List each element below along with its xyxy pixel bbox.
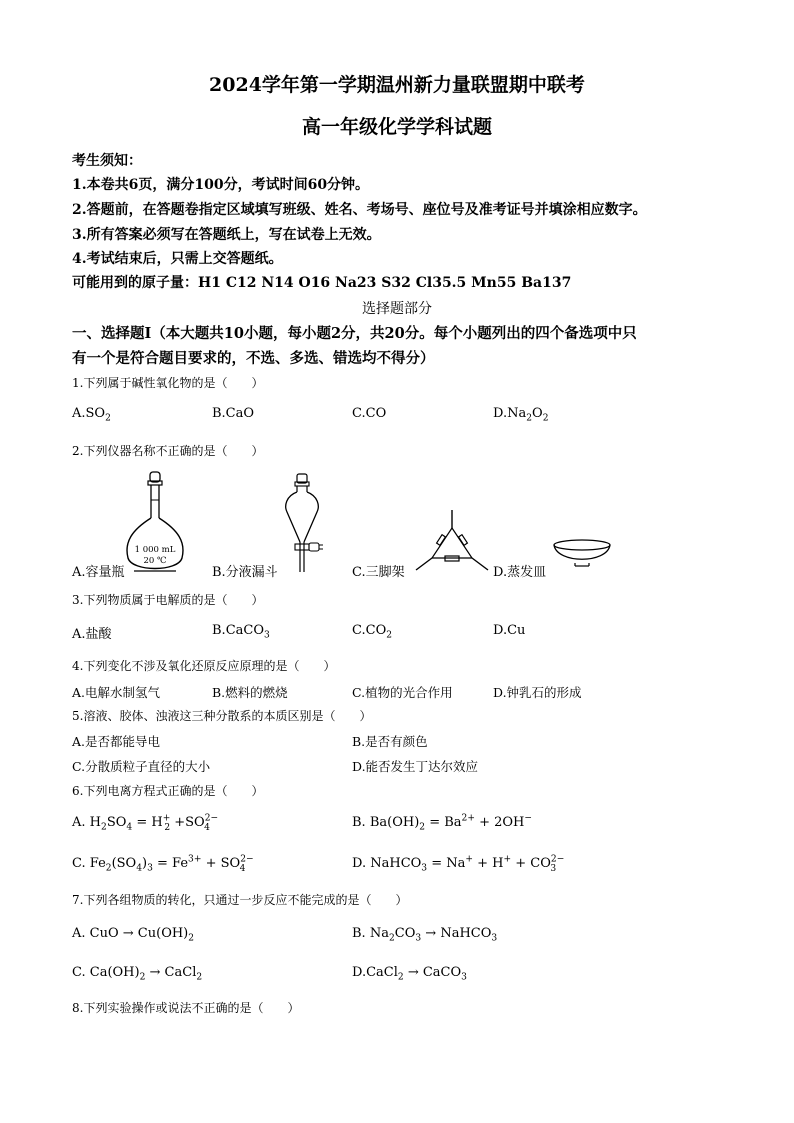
q2-option-d: D.蒸发皿 [493,565,547,580]
q5-option-d: D.能否发生丁达尔效应 [352,759,479,774]
flask-volume-label: 1 000 mL [134,545,176,555]
q4-option-d: D.钟乳石的形成 [493,685,582,700]
notice-item-4: 4.考试结束后，只需上交答题纸。 [72,251,283,267]
separatory-funnel-figure [278,472,328,580]
section-instruction-1: 一、选择题Ⅰ（本大题共10小题，每小题2分，共20分。每个小题列出的四个备选项中只 [72,325,637,342]
q3-option-d: D.Cu [493,623,526,638]
q2-option-c: C.三脚架 [352,565,405,580]
q3-option-a: A.盐酸 [72,627,112,642]
notice-heading: 考生须知： [72,153,142,169]
q5-option-a: A.是否都能导电 [72,734,161,749]
q6-option-c: C. $Fe_2(SO_4)_3 = Fe^{3+} + SO^{2-}_4$ [72,854,254,874]
q3-option-c: $C.CO_2$ [352,623,393,641]
flask-temp-label: 20 ℃ [143,556,167,566]
q5-option-c: C.分散质粒子直径的大小 [72,759,211,774]
clay-triangle-figure [412,508,492,578]
q8-stem: 8.下列实验操作或说法不正确的是（ ） [72,1001,300,1015]
q1-option-b: B.CaO [212,406,255,421]
evaporating-dish-figure [551,536,613,572]
section-instruction-2: 有一个是符合题目要求的，不选、多选、错选均不得分） [72,350,435,367]
q1-option-a: $A.SO_2$ [72,406,111,424]
q2-option-a: A.容量瓶 [72,565,125,580]
notice-item-3: 3.所有答案必须写在答题纸上，写在试卷上无效。 [72,227,381,243]
q7-option-c: C. $Ca(OH)_2$ → CaCl$_2$ [72,965,203,983]
q6-option-d: D. NaHCO$_3$ = $Na^+ + H^+ + CO^{2-}_3$ [352,854,565,874]
q6-option-a: A. $H_2SO_4 = H^+_2 +SO^{2-}_4$ [72,813,219,833]
q2-stem: 2.下列仪器名称不正确的是（ ） [72,444,264,458]
q5-option-b: B.是否有颜色 [352,734,428,749]
exam-subtitle: 高一年级化学学科试题 [301,116,492,138]
q4-stem: 4.下列变化不涉及氧化还原反应原理的是（ ） [72,659,336,673]
q3-option-b: B.CaCO$_3$ [212,623,270,641]
q4-option-c: C.植物的光合作用 [352,685,453,700]
q7-option-b: B. $Na_2CO_3$ → NaHCO$_3$ [352,926,498,944]
q6-option-b: B. $Ba(OH)_2 = Ba^{2+} + 2OH^-$ [352,813,532,833]
q7-stem: 7.下列各组物质的转化，只通过一步反应不能完成的是（ ） [72,893,408,907]
q5-stem: 5.溶液、胶体、浊液这三种分散系的本质区别是（ ） [72,709,372,723]
q3-stem: 3.下列物质属于电解质的是（ ） [72,593,264,607]
q4-option-a: A.电解水制氢气 [72,685,161,700]
q1-stem: 1.下列属于碱性氧化物的是（ ） [72,376,264,390]
q1-option-c: C.CO [352,406,387,421]
atomic-masses: 可能用到的原子量：H1 C12 N14 O16 Na23 S32 Cl35.5 Mn55 Ba137 [72,275,572,291]
q4-option-b: B.燃料的燃烧 [212,685,288,700]
exam-title: 2024学年第一学期温州新力量联盟期中联考 [209,74,585,96]
section-title: 选择题部分 [362,301,432,317]
q7-option-d: D.CaCl$_2$ → CaCO$_3$ [352,965,467,983]
q6-stem: 6.下列电离方程式正确的是（ ） [72,784,264,798]
q2-option-b: B.分液漏斗 [212,565,278,580]
q1-option-d: $D.Na_2O_2$ [493,406,549,424]
q7-option-a: A. CuO → $Cu(OH)_2$ [72,926,195,944]
notice-item-2: 2.答题前，在答题卷指定区域填写班级、姓名、考场号、座位号及准考证号并填涂相应数字。 [72,202,647,218]
volumetric-flask-figure [122,470,188,578]
notice-item-1: 1.本卷共6页，满分100分，考试时间60分钟。 [72,177,370,193]
